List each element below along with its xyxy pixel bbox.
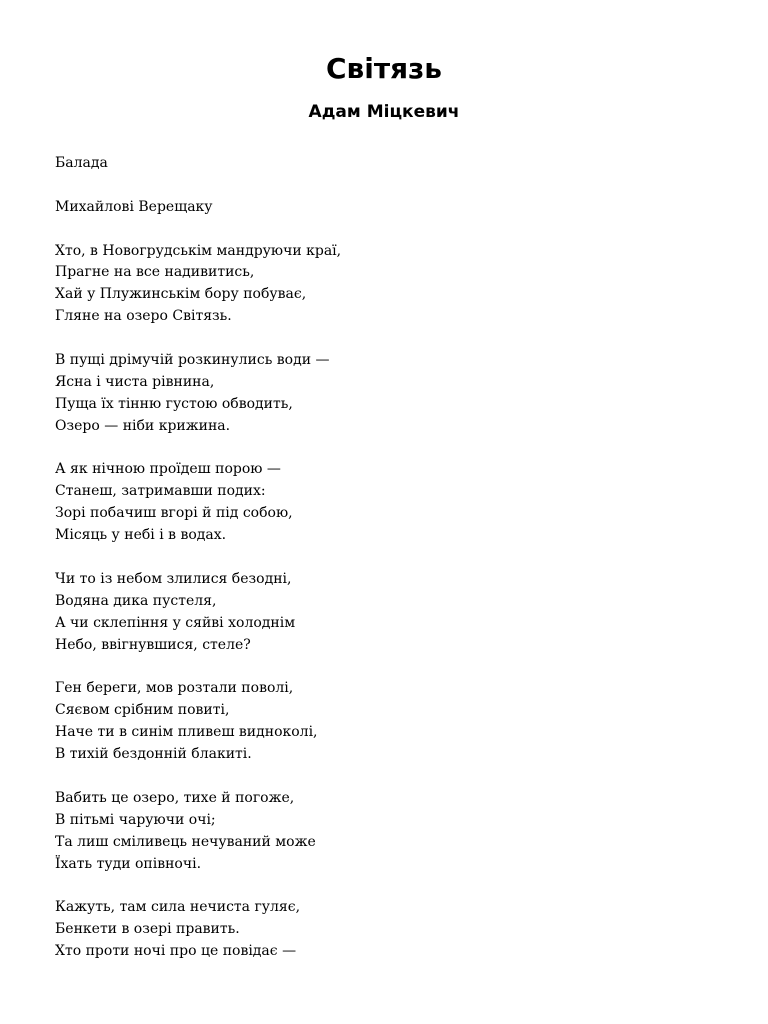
blank-line bbox=[55, 175, 735, 197]
verse-line: Вабить це озеро, тихе й погоже, bbox=[55, 789, 295, 806]
verse-line: Бенкети в озері править. bbox=[55, 921, 240, 938]
poem-author: Адам Міцкевич bbox=[308, 102, 460, 122]
stanza bbox=[55, 678, 735, 766]
blank-line bbox=[55, 766, 735, 788]
verse-line: А чи склепіння у сяйві холоднім bbox=[55, 614, 296, 631]
blank-line bbox=[55, 328, 735, 350]
verse-line: Прагне на все надивитись, bbox=[55, 264, 255, 281]
stanza bbox=[55, 788, 735, 876]
verse-line: Хто проти ночі про це повідає — bbox=[55, 943, 297, 960]
verse-line: В пітьмі чаруючи очі; bbox=[55, 811, 216, 828]
verse-line: Пуща їх тінню густою обводить, bbox=[55, 395, 293, 412]
verse-line: Небо, ввігнувшися, стеле? bbox=[55, 636, 251, 653]
verse-line: Ясна і чиста рівнина, bbox=[55, 373, 215, 390]
blank-line bbox=[55, 219, 735, 241]
verse-line: Місяць у небі і в водах. bbox=[55, 527, 227, 544]
verse-line: Гляне на озеро Світязь. bbox=[55, 308, 232, 325]
verse-line: Зорі побачиш вгорі й під собою, bbox=[55, 505, 293, 522]
blank-line bbox=[55, 656, 735, 678]
poem-genre: Балада bbox=[55, 155, 108, 171]
verse-line: Станеш, затримавши подих: bbox=[55, 483, 266, 500]
poem-dedication: Михайлові Верещаку bbox=[55, 198, 213, 215]
stanza bbox=[55, 459, 735, 547]
poem-body bbox=[55, 153, 735, 963]
blank-line bbox=[55, 875, 735, 897]
verse-line: Кажуть, там сила нечиста гуляє, bbox=[55, 899, 301, 916]
blank-line bbox=[55, 547, 735, 569]
stanza bbox=[55, 350, 735, 438]
blank-line bbox=[55, 438, 735, 460]
verse-line: Наче ти в синім пливеш видноколі, bbox=[55, 724, 318, 741]
verse-line: Та лиш сміливець нечуваний може bbox=[55, 833, 316, 850]
verse-line: Чи то із небом злилися безодні, bbox=[55, 570, 292, 587]
stanza bbox=[55, 897, 735, 963]
verse-line: Хай у Плужинськім бору побуває, bbox=[55, 286, 307, 303]
poem-title: Світязь bbox=[325, 52, 443, 85]
verse-line: Хто, в Новогрудськім мандруючи краї, bbox=[55, 242, 342, 259]
verse-line: В тихій бездонній блакиті. bbox=[55, 746, 252, 763]
stanza bbox=[55, 241, 735, 329]
verse-line: А як нічною проїдеш порою — bbox=[55, 461, 281, 478]
verse-line: Їхать туди опівночі. bbox=[55, 855, 202, 872]
verse-line: Озеро — ніби крижина. bbox=[55, 417, 231, 434]
verse-line: Водяна дика пустеля, bbox=[55, 592, 217, 609]
verse-line: Сяєвом срібним повиті, bbox=[55, 702, 230, 719]
stanza bbox=[55, 569, 735, 657]
verse-line: Ген береги, мов розтали поволі, bbox=[55, 680, 294, 697]
verse-line: В пущі дрімучій розкинулись води — bbox=[55, 352, 330, 369]
